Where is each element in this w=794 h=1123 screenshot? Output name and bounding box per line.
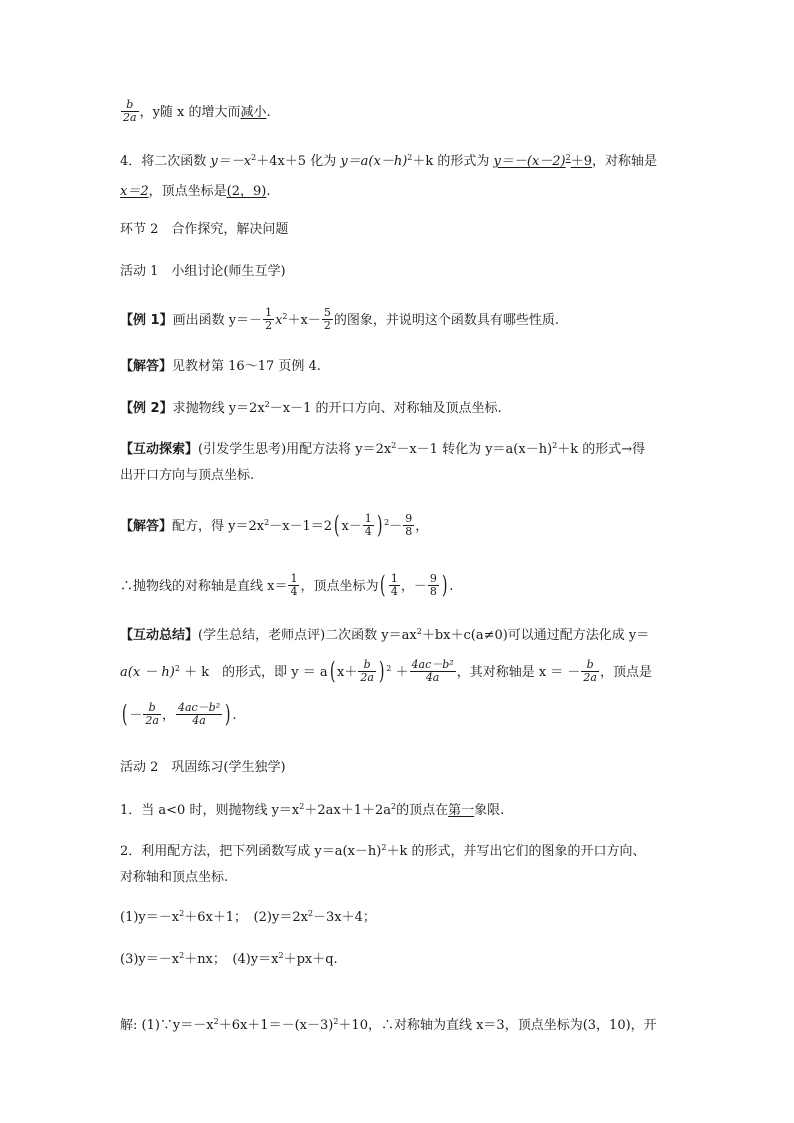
exercise-1: 1．当 a<0 时，则抛物线 $y=x^2+2ax+1+2a^2$的顶点在第一象限. (120, 802, 505, 818)
interactive-exploration-line-2: 出开口方向与顶点坐标. (120, 468, 255, 483)
interactive-summary-line-2: $a(x - h)^2 + k$ 的形式，即 y ＝ a( x＋ $\frac{b}{2a}$ ) $^2$ ＋ $\frac{\text{4ac－b²}}{4a}$ ，其对称轴是 x ＝ － $\frac{b}{2a}$ ，顶点是 (120, 656, 652, 685)
answer-quadrant: 第一 (448, 803, 475, 818)
question-4-line-2: x＝2，顶点坐标是(2，9). (120, 184, 271, 199)
section-heading-step-2: 环节 2 合作探究，解决问题 (120, 222, 289, 237)
example-1-answer: 【解答】见教材第 16～17 页例 4. (120, 359, 321, 374)
interactive-exploration-line-1: 【互动探索】(引发学生思考)用配方法将 $y=2x^2-x-1$ 转化为 $y=a(x-h)^2+k$ 的形式→得 (120, 441, 646, 457)
question-4-line-1: 4．将二次函数 $y=-x^2+4x+5$ 化为 $y=a(x-h)^2+k$ 的形式为 $y=-(x-2)^2+9$，对称轴是 (120, 153, 658, 169)
interactive-summary-line-1: 【互动总结】(学生总结，老师点评)二次函数 $y=ax^2+bx+c(a\ne 0)$可以通过配方法化成 y＝ (120, 627, 650, 643)
line-decrease-property: $\frac{b}{2a}$ ，y随 x 的增大而减小. (123, 98, 271, 124)
exercise-2-line-2: 对称轴和顶点坐标. (120, 870, 229, 885)
exercise-2-solution-line-1: 解: $(1)\because y=-x^2+6x+1=-(x-3)^2+10$，∴对称轴为直线 x＝3，顶点坐标为(3，10)，开 (120, 1017, 657, 1033)
exercise-2-line-1: 2．利用配方法，把下列函数写成 $y=a(x-h)^2+k$ 的形式，并写出它们的图象的开口方向、 (120, 843, 646, 859)
answer-blank: 减小 (240, 105, 267, 120)
example-2: 【例 2】求抛物线 $y=2x^2-x-1$ 的开口方向、对称轴及顶点坐标. (120, 400, 502, 416)
exercise-2-items-3-4: $(3)y=-x^2+nx$； $(4)y=x^2+px+q$. (120, 951, 338, 967)
activity-1-heading: 活动 1 小组讨论(师生互学) (120, 264, 286, 279)
answer-vertex-form: y＝－(x－2) (493, 154, 566, 169)
answer-axis: x＝2 (120, 184, 149, 199)
activity-2-heading: 活动 2 巩固练习(学生独学) (120, 760, 286, 775)
answer-vertex: (2，9) (226, 184, 267, 199)
example-2-solution-step-2: ∴抛物线的对称轴是直线 x＝ $\frac{1}{4}$ ，顶点坐标为( $\frac{1}{4}$ ，－ $\frac{9}{8}$ ) . (120, 570, 454, 599)
exercise-2-items-1-2: $(1)y=-x^2+6x+1$； $(2)y=2x^2-3x+4$； (120, 909, 376, 925)
example-2-solution-step-1: 【解答】配方，得 $y=2x^2-x-1=2$( x－ $\frac{1}{4}$ ) $^2$－ $\frac{9}{8}$ ， (120, 510, 429, 539)
interactive-summary-vertex: ( － $\frac{b}{2a}$ ， $\frac{\text{4ac－b²}}{4a}$ ) . (121, 699, 237, 728)
example-1: 【例 1】画出函数 y＝－ $\frac{1}{2}$ $x^2+x-$ $\frac{5}{2}$ 的图象，并说明这个函数具有哪些性质. (120, 306, 559, 332)
